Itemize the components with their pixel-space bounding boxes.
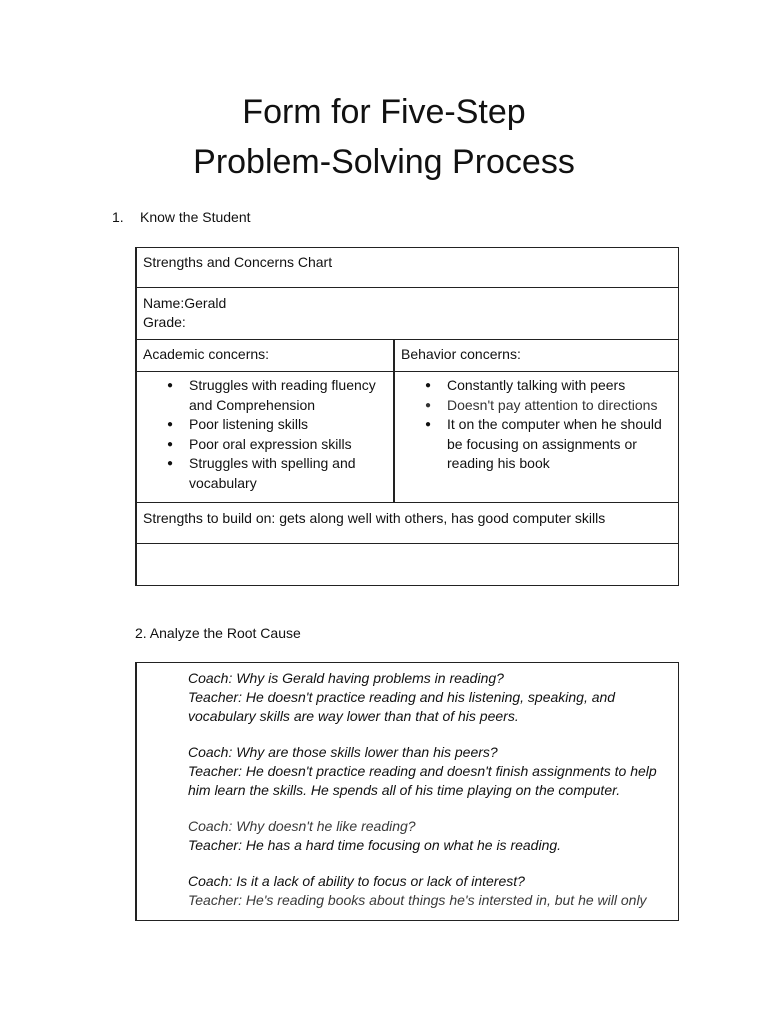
list-item: ● Struggles with spelling and vocabulary	[189, 454, 387, 493]
list-item: ● Struggles with reading fluency and Comprehension	[189, 376, 387, 415]
section-number: 1.	[112, 209, 124, 225]
behavior-concerns-list	[401, 376, 672, 474]
student-name: Name:Gerald	[143, 295, 227, 311]
teacher-answer: Teacher: He has a hard time focusing on what he is reading.	[188, 837, 562, 853]
student-grade: Grade:	[143, 314, 186, 330]
list-item: ● Poor oral expression skills	[189, 435, 387, 455]
list-item: ● Poor listening skills	[189, 415, 387, 435]
document-title-line-2: Problem-Solving Process	[193, 143, 575, 181]
list-item: ● Doesn't pay attention to directions	[447, 396, 672, 416]
student-info-cell	[136, 288, 679, 340]
root-cause-dialogue-box	[135, 662, 679, 921]
academic-concerns-list	[143, 376, 387, 493]
list-item: ● Constantly talking with peers	[447, 376, 672, 396]
teacher-answer: Teacher: He doesn't practice reading and doesn't finish assignments to help him learn the skills. He spends all of his time playing on the computer.	[188, 763, 657, 798]
coach-question: Coach: Why doesn't he like reading?	[188, 818, 416, 834]
chart-title: Strengths and Concerns Chart	[136, 248, 679, 288]
coach-question: Coach: Is it a lack of ability to focus or lack of interest?	[188, 873, 525, 889]
academic-concerns-cell	[136, 372, 394, 503]
empty-cell	[136, 544, 679, 586]
strengths-concerns-chart	[135, 247, 679, 586]
strengths-cell: Strengths to build on: gets along well with others, has good computer skills	[136, 503, 679, 544]
list-item: ● It on the computer when he should be focusing on assignments or reading his book	[447, 415, 672, 474]
section-analyze-root-cause: 2. Analyze the Root Cause	[135, 625, 301, 641]
behavior-concerns-heading: Behavior concerns:	[394, 340, 679, 372]
section-know-the-student	[112, 208, 251, 226]
behavior-concerns-cell	[394, 372, 679, 503]
coach-question: Coach: Why is Gerald having problems in reading?	[188, 670, 504, 686]
coach-question: Coach: Why are those skills lower than his peers?	[188, 744, 498, 760]
teacher-answer: Teacher: He's reading books about things he's intersted in, but he will only	[188, 892, 647, 908]
academic-concerns-heading: Academic concerns:	[136, 340, 394, 372]
section-heading-text: Know the Student	[140, 209, 251, 225]
teacher-answer: Teacher: He doesn't practice reading and his listening, speaking, and vocabulary skills are way lower than that of his peers.	[188, 689, 616, 724]
document-title-line-1: Form for Five-Step	[242, 93, 526, 131]
